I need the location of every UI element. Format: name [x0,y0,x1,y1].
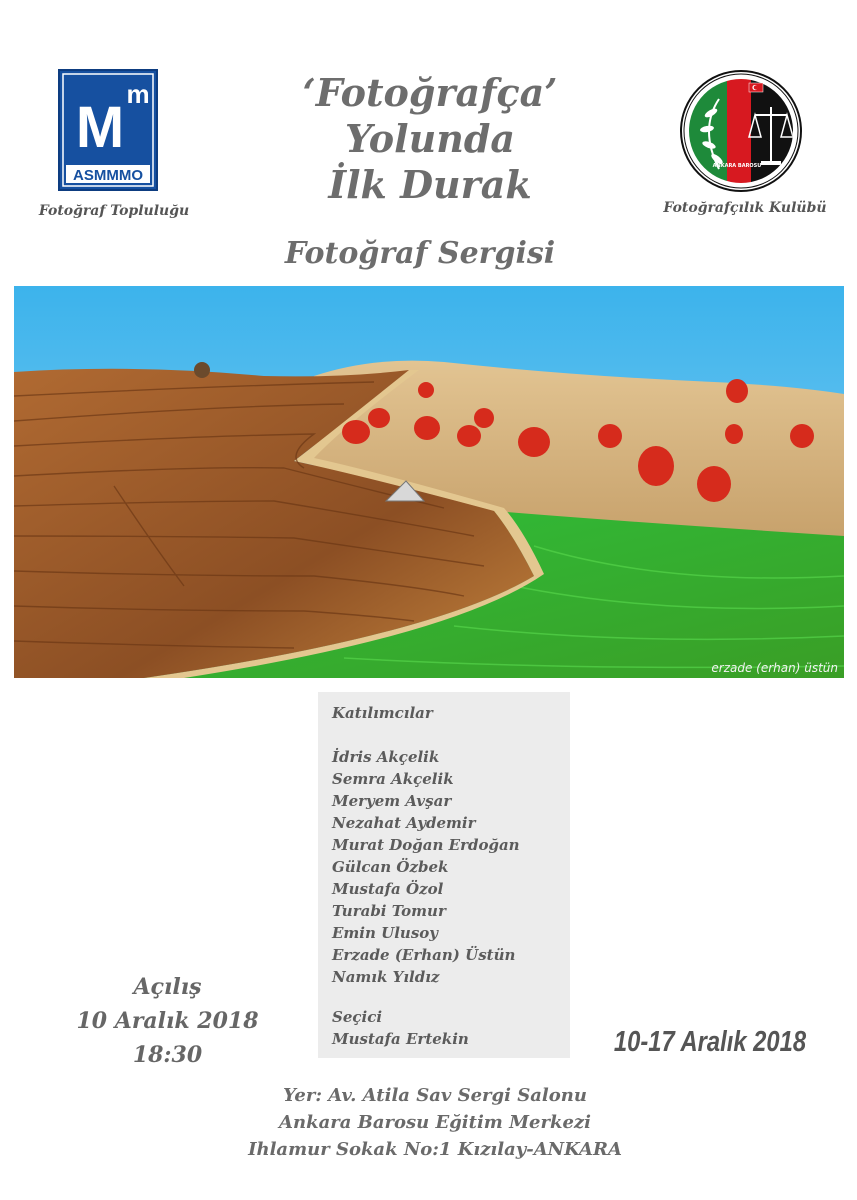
selector-label: Seçici [332,1008,383,1026]
participant-name: Namık Yıldız [332,968,440,986]
participant-name: İdris Akçelik [332,748,440,766]
participant-name: Mustafa Özol [332,880,444,898]
logo-letter-sup-m: m [126,79,150,109]
participant-name: Turabi Tomur [332,902,446,920]
venue-info [130,1082,740,1163]
opening-info [55,970,280,1072]
venue-line-3: Ihlamur Sokak No:1 Kızılay-ANKARA [248,1139,622,1160]
opening-date: 10 Aralık 2018 [76,1008,259,1034]
logo-band-text: ASMMMO [73,167,143,184]
participants-heading: Katılımcılar [332,704,433,722]
participant-name: Semra Akçelik [332,770,454,788]
selector-name: Mustafa Ertekin [332,1030,469,1048]
landscape-photo [14,286,844,678]
participants-panel [318,692,570,1058]
participant-name: Gülcan Özbek [332,858,449,876]
opening-time: 18:30 [132,1042,203,1068]
participant-name: Nezahat Aydemir [332,814,476,832]
opening-label: Açılış [133,974,202,1000]
participant-name: Erzade (Erhan) Üstün [332,946,516,964]
participant-name: Meryem Avşar [332,792,452,810]
venue-line-2: Ankara Barosu Eğitim Merkezi [279,1112,591,1133]
venue-line-1: Yer: Av. Atila Sav Sergi Salonu [283,1085,587,1106]
participants-list [332,746,520,988]
right-org-caption: Fotoğrafçılık Kulübü [663,200,827,216]
seal-text: ANKARA BAROSU [712,163,762,169]
ankara-barosu-seal [679,69,803,193]
poster-subtitle: Fotoğraf Sergisi [284,236,556,271]
title-line-1: ‘Fotoğrafça’ [302,70,558,115]
participant-name: Murat Doğan Erdoğan [332,836,520,854]
logo-letter-m: M [75,95,125,160]
photo-credit: erzade (erhan) üstün [711,661,838,675]
asmmmo-logo [58,69,158,191]
title-line-3: İlk Durak [328,162,532,207]
poster-title [240,70,620,208]
participant-name: Emin Ulusoy [332,924,438,942]
exhibition-dates: 10-17 Aralık 2018 [613,1026,807,1058]
title-line-2: Yolunda [344,116,516,161]
left-org-caption: Fotoğraf Topluluğu [38,203,190,219]
